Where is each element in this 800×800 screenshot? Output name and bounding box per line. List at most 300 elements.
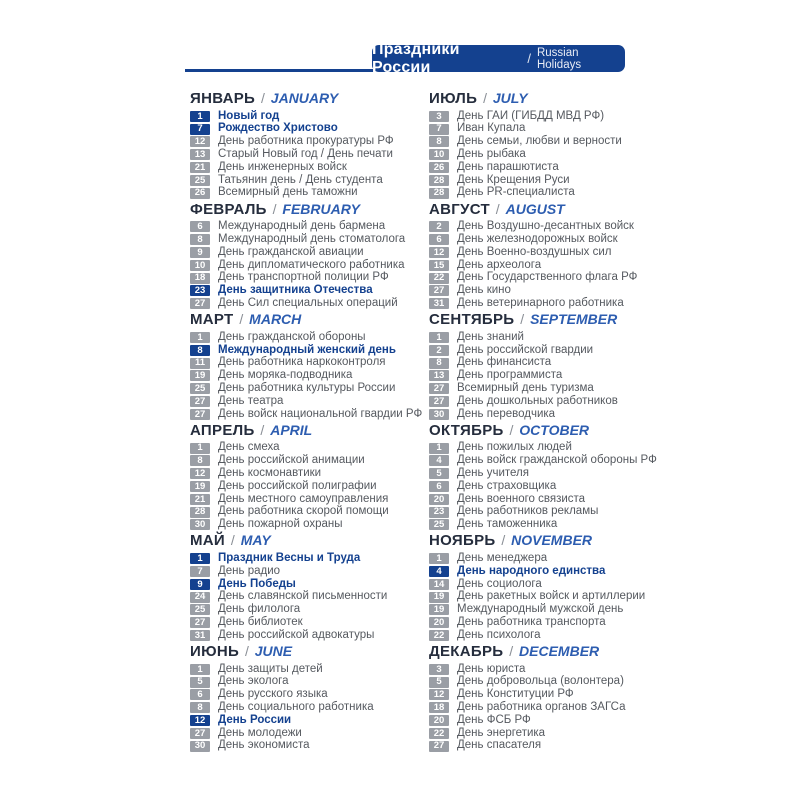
holiday-label: Старый Новый год / День печати (218, 148, 393, 161)
holiday-row (190, 370, 425, 383)
date-badge: 19 (190, 370, 210, 381)
date-badge: 12 (190, 468, 210, 479)
holiday-row (190, 727, 425, 740)
holiday-row (190, 629, 425, 642)
holiday-row (429, 442, 664, 455)
holiday-label: День Государственного флага РФ (457, 271, 638, 284)
month-name-en: MAY (240, 532, 271, 549)
date-badge: 21 (190, 162, 210, 173)
holiday-label: День моряка-подводника (218, 369, 353, 382)
date-badge: 1 (190, 332, 210, 343)
holiday-row (429, 187, 664, 200)
holiday-label: День защитника Отечества (218, 284, 373, 297)
months-column-left (190, 91, 425, 754)
holiday-label: День таможенника (457, 518, 558, 531)
holiday-label: День работника транспорта (457, 615, 606, 628)
month-name-ru: ФЕВРАЛЬ (190, 200, 267, 218)
holiday-label: Международный день стоматолога (218, 233, 406, 246)
holiday-label: День российской гвардии (457, 343, 594, 356)
holiday-label: День Крещения Руси (457, 173, 570, 186)
month-name-en: OCTOBER (519, 421, 590, 438)
date-badge: 6 (429, 234, 449, 245)
month-header (190, 644, 425, 659)
holiday-row (429, 110, 664, 123)
holiday-row (190, 110, 425, 123)
date-badge: 24 (190, 592, 210, 603)
holiday-label: День молодежи (218, 726, 302, 739)
month-name-ru: ИЮЛЬ (429, 90, 478, 107)
holiday-label: День гражданской обороны (218, 330, 366, 343)
month-header (429, 644, 664, 659)
holiday-label: День космонавтики (218, 466, 322, 479)
month-name-en: AUGUST (505, 200, 565, 217)
month-january (190, 91, 425, 200)
month-header (190, 533, 425, 548)
date-badge: 14 (429, 579, 449, 590)
holiday-label: День филолога (218, 603, 301, 616)
holiday-row (190, 344, 425, 357)
month-header (190, 202, 425, 217)
holiday-label: День войск национальной гвардии РФ (218, 407, 423, 420)
holiday-row (429, 370, 664, 383)
date-badge: 28 (429, 188, 449, 199)
holiday-label: День ветеринарного работника (457, 297, 624, 309)
month-name-ru: ИЮНЬ (190, 642, 240, 660)
date-badge: 22 (429, 630, 449, 641)
holiday-label: День кино (457, 284, 511, 297)
date-badge: 12 (429, 689, 449, 700)
holiday-row (190, 688, 425, 701)
holiday-row (190, 161, 425, 174)
holiday-row (429, 331, 664, 344)
holiday-row (429, 688, 664, 701)
holiday-row (190, 676, 425, 689)
date-badge: 30 (429, 409, 449, 420)
holiday-label: День энергетика (457, 726, 546, 739)
holiday-row (190, 604, 425, 617)
holiday-label: День Победы (218, 577, 296, 590)
date-badge: 9 (190, 247, 210, 258)
month-header (429, 312, 664, 327)
page-title-ru: Праздники России (372, 40, 460, 76)
holiday-label: Международный женский день (218, 343, 396, 356)
holiday-row (429, 727, 664, 740)
month-name-en: MARCH (249, 311, 302, 328)
date-badge: 30 (190, 741, 210, 752)
holiday-label: День переводчика (457, 407, 556, 420)
holiday-row (190, 663, 425, 676)
date-badge: 8 (190, 234, 210, 245)
month-header (429, 91, 664, 106)
holiday-row (429, 604, 664, 617)
date-badge: 27 (190, 409, 210, 420)
holiday-row (429, 552, 664, 565)
month-name-separator: / (268, 200, 281, 217)
month-name-en: JULY (492, 90, 528, 106)
date-badge: 27 (429, 383, 449, 394)
date-badge: 4 (429, 455, 449, 466)
date-badge: 25 (190, 175, 210, 186)
holiday-label: День PR-специалиста (457, 186, 575, 199)
holiday-label: День ракетных войск и артиллерии (457, 590, 646, 603)
month-june (190, 644, 425, 753)
month-october (429, 423, 664, 532)
date-badge: 20 (429, 715, 449, 726)
holiday-row (190, 565, 425, 578)
holiday-label: День добровольца (волонтера) (457, 675, 624, 688)
month-name-en: NOVEMBER (511, 532, 593, 549)
holiday-label: День местного самоуправления (218, 492, 389, 505)
date-badge: 13 (190, 149, 210, 160)
holiday-label: День семьи, любви и верности (457, 135, 622, 148)
date-badge: 30 (190, 519, 210, 530)
date-badge: 20 (429, 494, 449, 505)
holiday-label: День археолога (457, 258, 542, 271)
date-badge: 27 (190, 728, 210, 739)
date-badge: 5 (190, 677, 210, 688)
date-badge: 23 (429, 507, 449, 518)
holiday-row (429, 565, 664, 578)
date-badge: 5 (429, 677, 449, 688)
holiday-row (429, 357, 664, 370)
month-march (190, 312, 425, 421)
holiday-label: День русского языка (218, 688, 328, 701)
holiday-label: Всемирный день таможни (218, 186, 358, 199)
month-header (429, 202, 664, 217)
holiday-row (190, 221, 425, 234)
holiday-label: День библиотек (218, 615, 303, 628)
month-august (429, 202, 664, 311)
date-badge: 7 (429, 124, 449, 135)
holiday-row (429, 148, 664, 161)
holiday-label: День работника культуры России (218, 381, 396, 394)
date-badge: 6 (429, 481, 449, 492)
month-july (429, 91, 664, 200)
holiday-row (190, 519, 425, 532)
holiday-row (190, 493, 425, 506)
holiday-label: День работника прокуратуры РФ (218, 135, 394, 148)
date-badge: 23 (190, 285, 210, 296)
month-header (429, 423, 664, 438)
month-name-separator: / (256, 421, 269, 438)
date-badge: 19 (429, 592, 449, 603)
holiday-label: День психолога (457, 628, 541, 641)
holiday-row (190, 578, 425, 591)
holiday-row (190, 552, 425, 565)
date-badge: 22 (429, 273, 449, 284)
month-name-en: FEBRUARY (282, 200, 360, 217)
holiday-row (190, 455, 425, 468)
holiday-row (429, 467, 664, 480)
month-name-en: JANUARY (270, 90, 339, 106)
holiday-label: День транспортной полиции РФ (218, 271, 389, 284)
holiday-label: День военного связиста (457, 492, 586, 505)
month-name-ru: АВГУСТ (429, 200, 490, 218)
holiday-row (190, 297, 425, 310)
date-badge: 8 (429, 358, 449, 369)
holiday-row (190, 395, 425, 408)
holiday-label: День парашютиста (457, 160, 559, 173)
holiday-row (190, 408, 425, 421)
date-badge: 27 (190, 298, 210, 309)
holiday-label: Праздник Весны и Труда (218, 551, 361, 564)
holiday-label: День дошкольных работников (457, 394, 618, 407)
date-badge: 27 (429, 285, 449, 296)
holiday-row (190, 285, 425, 298)
holiday-row (429, 382, 664, 395)
date-badge: 18 (190, 273, 210, 284)
holiday-label: День гражданской авиации (218, 245, 364, 258)
header-rule (185, 69, 375, 72)
date-badge: 12 (190, 715, 210, 726)
holiday-label: День Воздушно-десантных войск (457, 220, 634, 233)
date-badge: 1 (190, 111, 210, 122)
page-title-en: Russian Holidays (536, 46, 582, 71)
holiday-row (429, 714, 664, 727)
date-badge: 21 (190, 494, 210, 505)
month-name-en: SEPTEMBER (530, 311, 618, 328)
holiday-label: День работника наркоконтроля (218, 356, 386, 369)
holiday-label: День спасателя (457, 739, 542, 752)
date-badge: 26 (190, 188, 210, 199)
holiday-label: День железнодорожных войск (457, 233, 618, 246)
month-name-separator: / (257, 90, 269, 106)
holiday-label: День социального работника (218, 700, 374, 713)
holiday-row (190, 246, 425, 259)
month-name-separator: / (235, 311, 248, 328)
month-name-ru: ОКТЯБРЬ (429, 421, 504, 439)
holiday-label: День учителя (457, 466, 529, 479)
month-name-en: JUNE (254, 642, 293, 659)
holiday-row (429, 344, 664, 357)
date-badge: 31 (429, 298, 449, 309)
holiday-label: День российской анимации (218, 454, 365, 467)
month-name-separator: / (505, 421, 518, 438)
holiday-label: День Военно-воздушных сил (457, 245, 612, 258)
holiday-row (190, 187, 425, 200)
holiday-label: День защиты детей (218, 662, 323, 675)
month-april (190, 423, 425, 532)
date-badge: 12 (190, 136, 210, 147)
holiday-row (429, 123, 664, 136)
holiday-label: День пожилых людей (457, 441, 572, 454)
holiday-row (429, 161, 664, 174)
holiday-label: День эколога (218, 675, 289, 688)
date-badge: 27 (429, 741, 449, 752)
month-name-separator: / (241, 642, 253, 659)
holiday-row (429, 174, 664, 187)
date-badge: 7 (190, 566, 210, 577)
holiday-label: День славянской письменности (218, 590, 388, 603)
month-name-en: DECEMBER (519, 642, 600, 659)
date-badge: 13 (429, 370, 449, 381)
month-header (190, 91, 425, 106)
holiday-row (429, 578, 664, 591)
holiday-label: День радио (218, 564, 281, 577)
date-badge: 28 (429, 175, 449, 186)
holiday-row (190, 148, 425, 161)
month-name-separator: / (479, 90, 491, 106)
holiday-row (190, 357, 425, 370)
month-name-ru: ЯНВАРЬ (190, 90, 256, 107)
date-badge: 27 (429, 396, 449, 407)
holiday-row (429, 591, 664, 604)
holiday-label: День работника органов ЗАГСа (457, 700, 626, 713)
holiday-row (429, 455, 664, 468)
holiday-row (190, 467, 425, 480)
date-badge: 20 (429, 617, 449, 628)
holiday-row (190, 331, 425, 344)
holiday-row (190, 233, 425, 246)
holiday-label: День ФСБ РФ (457, 713, 531, 726)
date-badge: 3 (429, 664, 449, 675)
holiday-label: День экономиста (218, 739, 310, 752)
date-badge: 12 (429, 247, 449, 258)
month-february (190, 202, 425, 311)
date-badge: 6 (190, 221, 210, 232)
holiday-row (429, 616, 664, 629)
holiday-label: День менеджера (457, 551, 548, 564)
date-badge: 1 (429, 332, 449, 343)
holiday-row (429, 740, 664, 753)
holiday-row (190, 740, 425, 753)
page-title-ribbon (372, 40, 625, 76)
month-name-ru: НОЯБРЬ (429, 532, 496, 550)
holiday-label: День России (218, 713, 292, 726)
holiday-label: День ГАИ (ГИБДД МВД РФ) (457, 109, 605, 122)
month-name-ru: СЕНТЯБРЬ (429, 311, 515, 329)
holiday-label: День пожарной охраны (218, 518, 343, 531)
month-name-ru: МАЙ (190, 532, 226, 550)
holiday-row (429, 663, 664, 676)
date-badge: 2 (429, 221, 449, 232)
holiday-label: День народного единства (457, 564, 606, 577)
holiday-row (429, 136, 664, 149)
holiday-row (429, 246, 664, 259)
holiday-row (429, 480, 664, 493)
holiday-row (429, 629, 664, 642)
date-badge: 27 (190, 617, 210, 628)
month-header (190, 423, 425, 438)
holiday-row (429, 408, 664, 421)
date-badge: 25 (190, 383, 210, 394)
holiday-label: Татьянин день / День студента (218, 173, 383, 186)
holiday-label: День программиста (457, 369, 563, 382)
holiday-label: День дипломатического работника (218, 258, 405, 271)
month-name-separator: / (505, 642, 518, 659)
date-badge: 5 (429, 468, 449, 479)
holiday-label: День российской полиграфии (218, 479, 377, 492)
holiday-row (190, 480, 425, 493)
date-badge: 1 (429, 553, 449, 564)
date-badge: 4 (429, 566, 449, 577)
date-badge: 2 (429, 345, 449, 356)
month-header (429, 533, 664, 548)
holiday-label: День юриста (457, 662, 526, 675)
holiday-label: День войск гражданской обороны РФ (457, 454, 657, 467)
holiday-row (429, 506, 664, 519)
month-november (429, 533, 664, 642)
date-badge: 8 (190, 345, 210, 356)
holiday-label: Рождество Христово (218, 122, 338, 135)
holiday-label: День Конституции РФ (457, 688, 574, 701)
holiday-row (429, 701, 664, 714)
date-badge: 19 (190, 481, 210, 492)
holiday-row (429, 285, 664, 298)
holiday-row (429, 395, 664, 408)
month-name-separator: / (491, 200, 504, 217)
holiday-label: День социолога (457, 577, 542, 590)
date-badge: 7 (190, 124, 210, 135)
date-badge: 31 (190, 630, 210, 641)
holiday-row (190, 506, 425, 519)
month-name-ru: ДЕКАБРЬ (429, 642, 504, 660)
holiday-row (429, 272, 664, 285)
holiday-row (429, 676, 664, 689)
page-title-separator: / (527, 51, 531, 66)
date-badge: 25 (429, 519, 449, 530)
holiday-label: Международный мужской день (457, 603, 624, 616)
holiday-label: День страховщика (457, 479, 557, 492)
month-september (429, 312, 664, 421)
holiday-label: День театра (218, 394, 284, 407)
holiday-row (190, 616, 425, 629)
holiday-row (190, 442, 425, 455)
month-may (190, 533, 425, 642)
holiday-row (429, 259, 664, 272)
holiday-row (190, 272, 425, 285)
month-name-separator: / (516, 311, 529, 328)
holiday-row (429, 493, 664, 506)
date-badge: 3 (429, 111, 449, 122)
holiday-label: День смеха (218, 441, 280, 454)
holiday-row (190, 174, 425, 187)
month-name-separator: / (227, 532, 239, 549)
holiday-label: Иван Купала (457, 122, 526, 135)
holiday-label: Международный день бармена (218, 220, 386, 233)
holiday-label: День российской адвокатуры (218, 628, 375, 641)
holiday-label: День работника скорой помощи (218, 505, 389, 518)
month-name-ru: АПРЕЛЬ (190, 421, 255, 439)
date-badge: 15 (429, 260, 449, 271)
date-badge: 22 (429, 728, 449, 739)
date-badge: 9 (190, 579, 210, 590)
holiday-row (429, 297, 664, 310)
date-badge: 26 (429, 162, 449, 173)
date-badge: 6 (190, 689, 210, 700)
holiday-row (190, 701, 425, 714)
date-badge: 8 (190, 455, 210, 466)
date-badge: 27 (190, 396, 210, 407)
holiday-row (429, 221, 664, 234)
date-badge: 18 (429, 702, 449, 713)
month-name-separator: / (497, 532, 510, 549)
holiday-label: Новый год (218, 109, 280, 122)
holiday-row (190, 123, 425, 136)
date-badge: 10 (190, 260, 210, 271)
holiday-row (190, 136, 425, 149)
date-badge: 10 (429, 149, 449, 160)
month-december (429, 644, 664, 753)
holiday-label: День Сил специальных операций (218, 297, 398, 309)
holiday-row (190, 259, 425, 272)
date-badge: 25 (190, 604, 210, 615)
months-column-right (429, 91, 664, 754)
month-header (190, 312, 425, 327)
holiday-label: День работников рекламы (457, 505, 599, 518)
holiday-label: День финансиста (457, 356, 552, 369)
date-badge: 1 (190, 443, 210, 454)
